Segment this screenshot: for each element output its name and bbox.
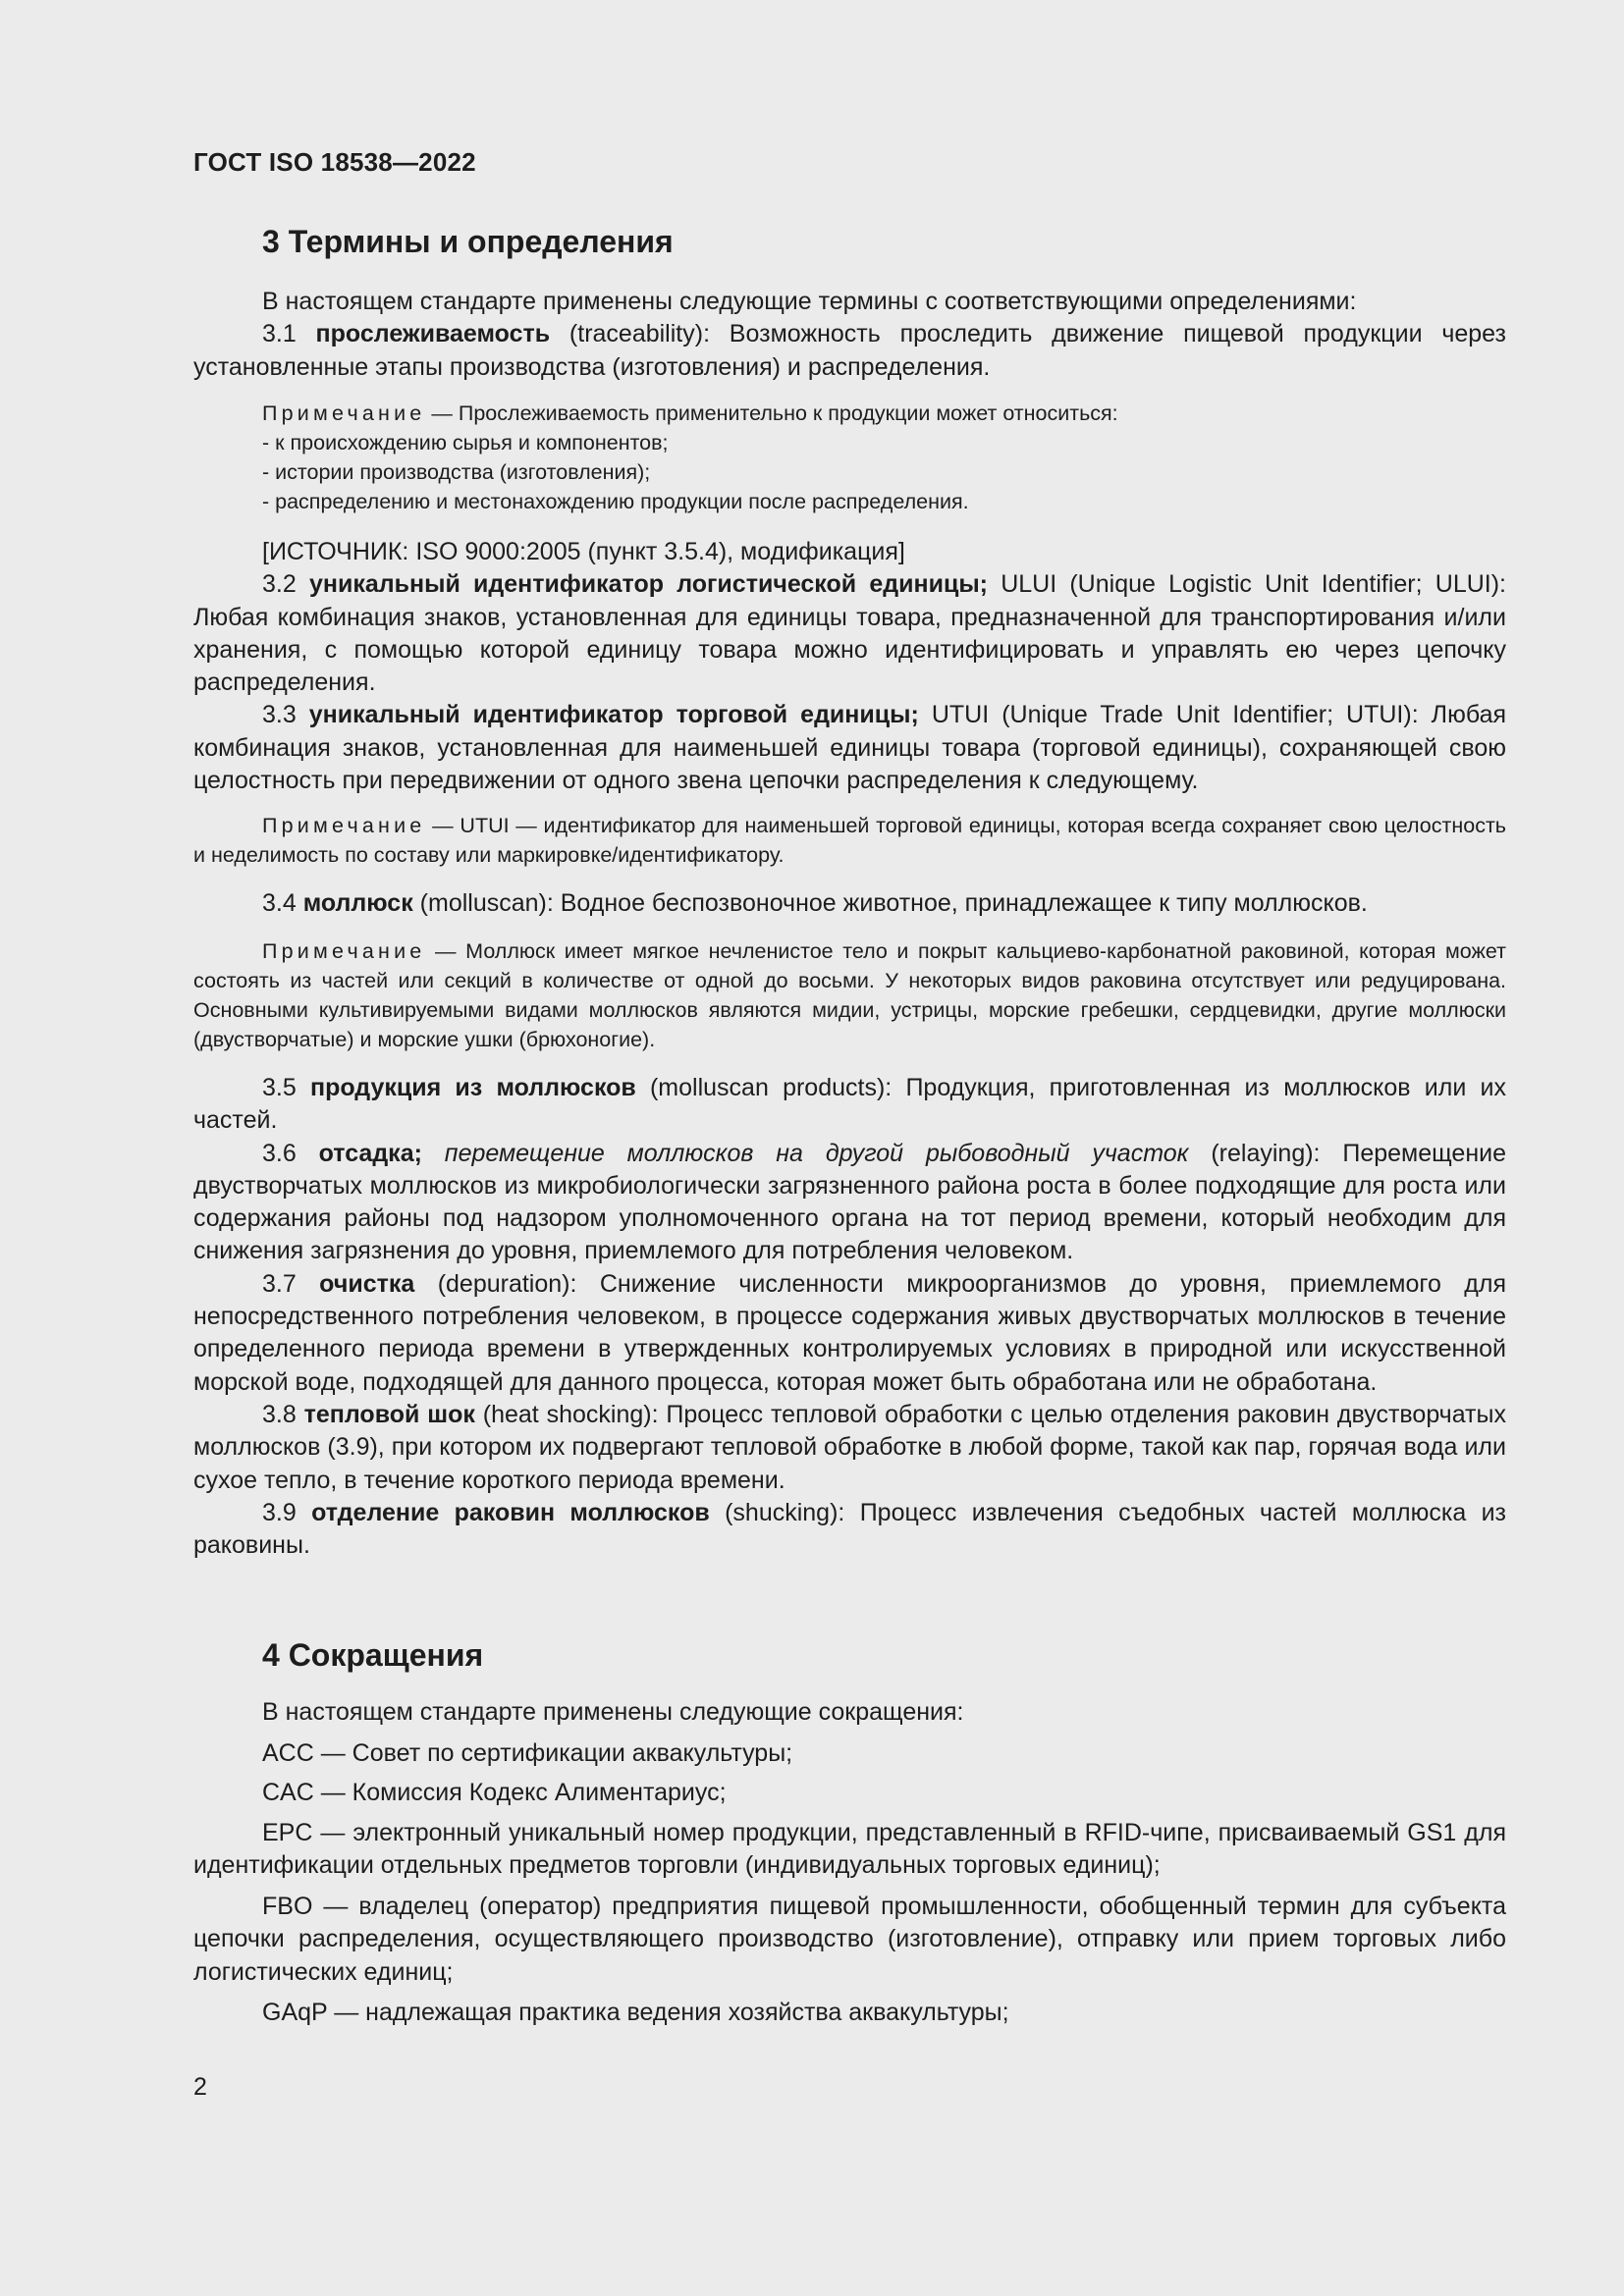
- section-4-intro: В настоящем стандарте применены следующие сокращения:: [262, 1698, 964, 1726]
- section-3-intro-block: [193, 286, 1506, 384]
- term-alt-name: перемещение моллюсков на другой рыбоводный участок: [421, 1139, 1189, 1167]
- abbrev-epc-block: [193, 1817, 1506, 1883]
- term-3-2: 3.2 уникальный идентификатор логистической единицы; ULUI (Unique Logistic Unit Identifier; ULUI): Любая комбинация знаков, установленная для единицы товара, предназначенной для транспортирования и/или хранения, с помощью которой единицу товара можно идентифицировать и управлять ею через цепочку распределения.: [193, 570, 1507, 697]
- term-3-4: 3.4 моллюск (molluscan): Водное беспозвоночное животное, принадлежащее к типу моллюсков.: [262, 889, 1368, 917]
- source-1: [ИСТОЧНИК: ISO 9000:2005 (пункт 3.5.4), модификация]: [262, 538, 905, 565]
- abbrev-item: FBO — владелец (оператор) предприятия пищевой промышленности, обобщенный термин для субъекта цепочки распределения, осуществляющего производство (изготовление), отправку или прием торговых либо логистических единиц;: [193, 1893, 1506, 1986]
- note-1: [193, 399, 1506, 516]
- section-3-title: 3 Термины и определения: [262, 224, 674, 259]
- term-3-6: 3.6 отсадка; перемещение моллюсков на другой рыбоводный участок (relaying): Перемещение двустворчатых моллюсков из микробиологически загрязненного района роста в более подходящие для роста или содержания районы под надзором уполномоченного органа на тот период времени, который необходим для снижения загрязнения до уровня, приемлемого для потребления человеком.: [193, 1139, 1507, 1265]
- abbrev-acc-block: [193, 1737, 1506, 1770]
- note-2: [193, 811, 1506, 870]
- term-number: 3.1: [262, 320, 316, 348]
- term-name: тепловой шок: [303, 1400, 475, 1428]
- note-2-text: Примечание — UTUI — идентификатор для наименьшей торговой единицы, которая всегда сохраняет свою целостность и неделимость по составу или маркировке/идентификатору.: [193, 814, 1506, 867]
- term-name: прослеживаемость: [315, 320, 551, 348]
- document-header: ГОСТ ISO 18538—2022: [193, 147, 476, 177]
- term-name: уникальный идентификатор торговой единицы;: [308, 701, 919, 729]
- abbrev-item: GAqP — надлежащая практика ведения хозяйства аквакультуры;: [262, 1999, 1009, 2026]
- abbrev-item: EPC — электронный уникальный номер продукции, представленный в RFID-чипе, присваиваемый GS1 для идентификации отдельных предметов торговли (индивидуальных торговых единиц);: [193, 1819, 1506, 1880]
- note-3-text: Примечание — Моллюск имеет мягкое нечленистое тело и покрыт кальциево-карбонатной раковиной, которая может состоять из частей или секций в количестве от одной до восьми. У некоторых видов раковина отсутствует или редуцирована. Основными культивируемыми видами моллюсков являются мидии, устрицы, морские гребешки, сердцевидки, другие моллюски (двустворчатые) и морские ушки (брюхоногие).: [193, 939, 1506, 1051]
- note-1-item: - истории производства (изготовления);: [262, 460, 651, 484]
- term-name: отсадка;: [318, 1139, 422, 1167]
- note-1-text: Примечание — Прослеживаемость применительно к продукции может относиться:: [262, 401, 1118, 425]
- note-label: Примечание: [262, 814, 426, 837]
- abbrev-item: ACC — Совет по сертификации аквакультуры;: [262, 1739, 793, 1767]
- note-1-item: - распределению и местонахождению продукции после распределения.: [262, 490, 969, 513]
- terms-3-2-3-3-block: [193, 536, 1506, 797]
- section-3-intro: В настоящем стандарте применены следующие термины с соответствующими определениями:: [262, 288, 1357, 315]
- term-definition: (traceability): Возможность проследить движение пищевой продукции через установленные этапы производства (изготовления) и распределения.: [193, 320, 1506, 381]
- term-3-5: 3.5 продукция из моллюсков (molluscan products): Продукция, приготовленная из моллюсков или их частей.: [193, 1074, 1506, 1135]
- section-4-intro-block: [193, 1696, 1506, 1729]
- page-number: 2: [193, 2073, 207, 2101]
- term-name: продукция из моллюсков: [309, 1074, 636, 1101]
- abbrev-fbo-block: [193, 1891, 1506, 1989]
- term-name: очистка: [319, 1269, 415, 1298]
- abbrev-gaqp-block: [193, 1997, 1506, 2029]
- term-3-3: 3.3 уникальный идентификатор торговой единицы; UTUI (Unique Trade Unit Identifier; UTUI): Любая комбинация знаков, установленная для наименьшей единицы товара (торговой единицы), сохраняющей свою целостность при передвижении от одного звена цепочки распределения к следующему.: [193, 701, 1507, 795]
- term-3-8: 3.8 тепловой шок (heat shocking): Процесс тепловой обработки с целью отделения раковин двустворчатых моллюсков (3.9), при котором их подвергают тепловой обработке в любой форме, такой как пар, горячая вода или сухое тепло, в течение короткого периода времени.: [193, 1400, 1506, 1494]
- term-name: отделение раковин моллюсков: [311, 1498, 710, 1526]
- section-4-title: 4 Сокращения: [262, 1637, 484, 1673]
- term-3-4-block: [193, 887, 1506, 920]
- abbrev-cac-block: [193, 1777, 1506, 1809]
- note-3: [193, 936, 1506, 1054]
- abbrev-item: CAC — Комиссия Кодекс Алиментариус;: [262, 1779, 727, 1806]
- term-name: моллюск: [302, 889, 413, 917]
- terms-3-5-3-9-block: [193, 1072, 1506, 1562]
- term-3-9: 3.9 отделение раковин моллюсков (shucking): Процесс извлечения съедобных частей моллюска из раковины.: [193, 1498, 1506, 1560]
- term-3-1: [193, 318, 1506, 384]
- note-label: Примечание: [262, 401, 426, 425]
- term-name: уникальный идентификатор логистической единицы;: [308, 570, 988, 599]
- term-3-7: 3.7 очистка (depuration): Снижение численности микроорганизмов до уровня, приемлемого для непосредственного потребления человеком, в процессе содержания живых двустворчатых моллюсков в течение определенного периода времени в утвержденных контролируемых условиях в природной или искусственной морской воде, подходящей для данного процесса, которая может быть обработана или не обработана.: [193, 1269, 1506, 1396]
- note-label: Примечание: [262, 939, 426, 963]
- note-1-item: - к происхождению сырья и компонентов;: [262, 431, 669, 454]
